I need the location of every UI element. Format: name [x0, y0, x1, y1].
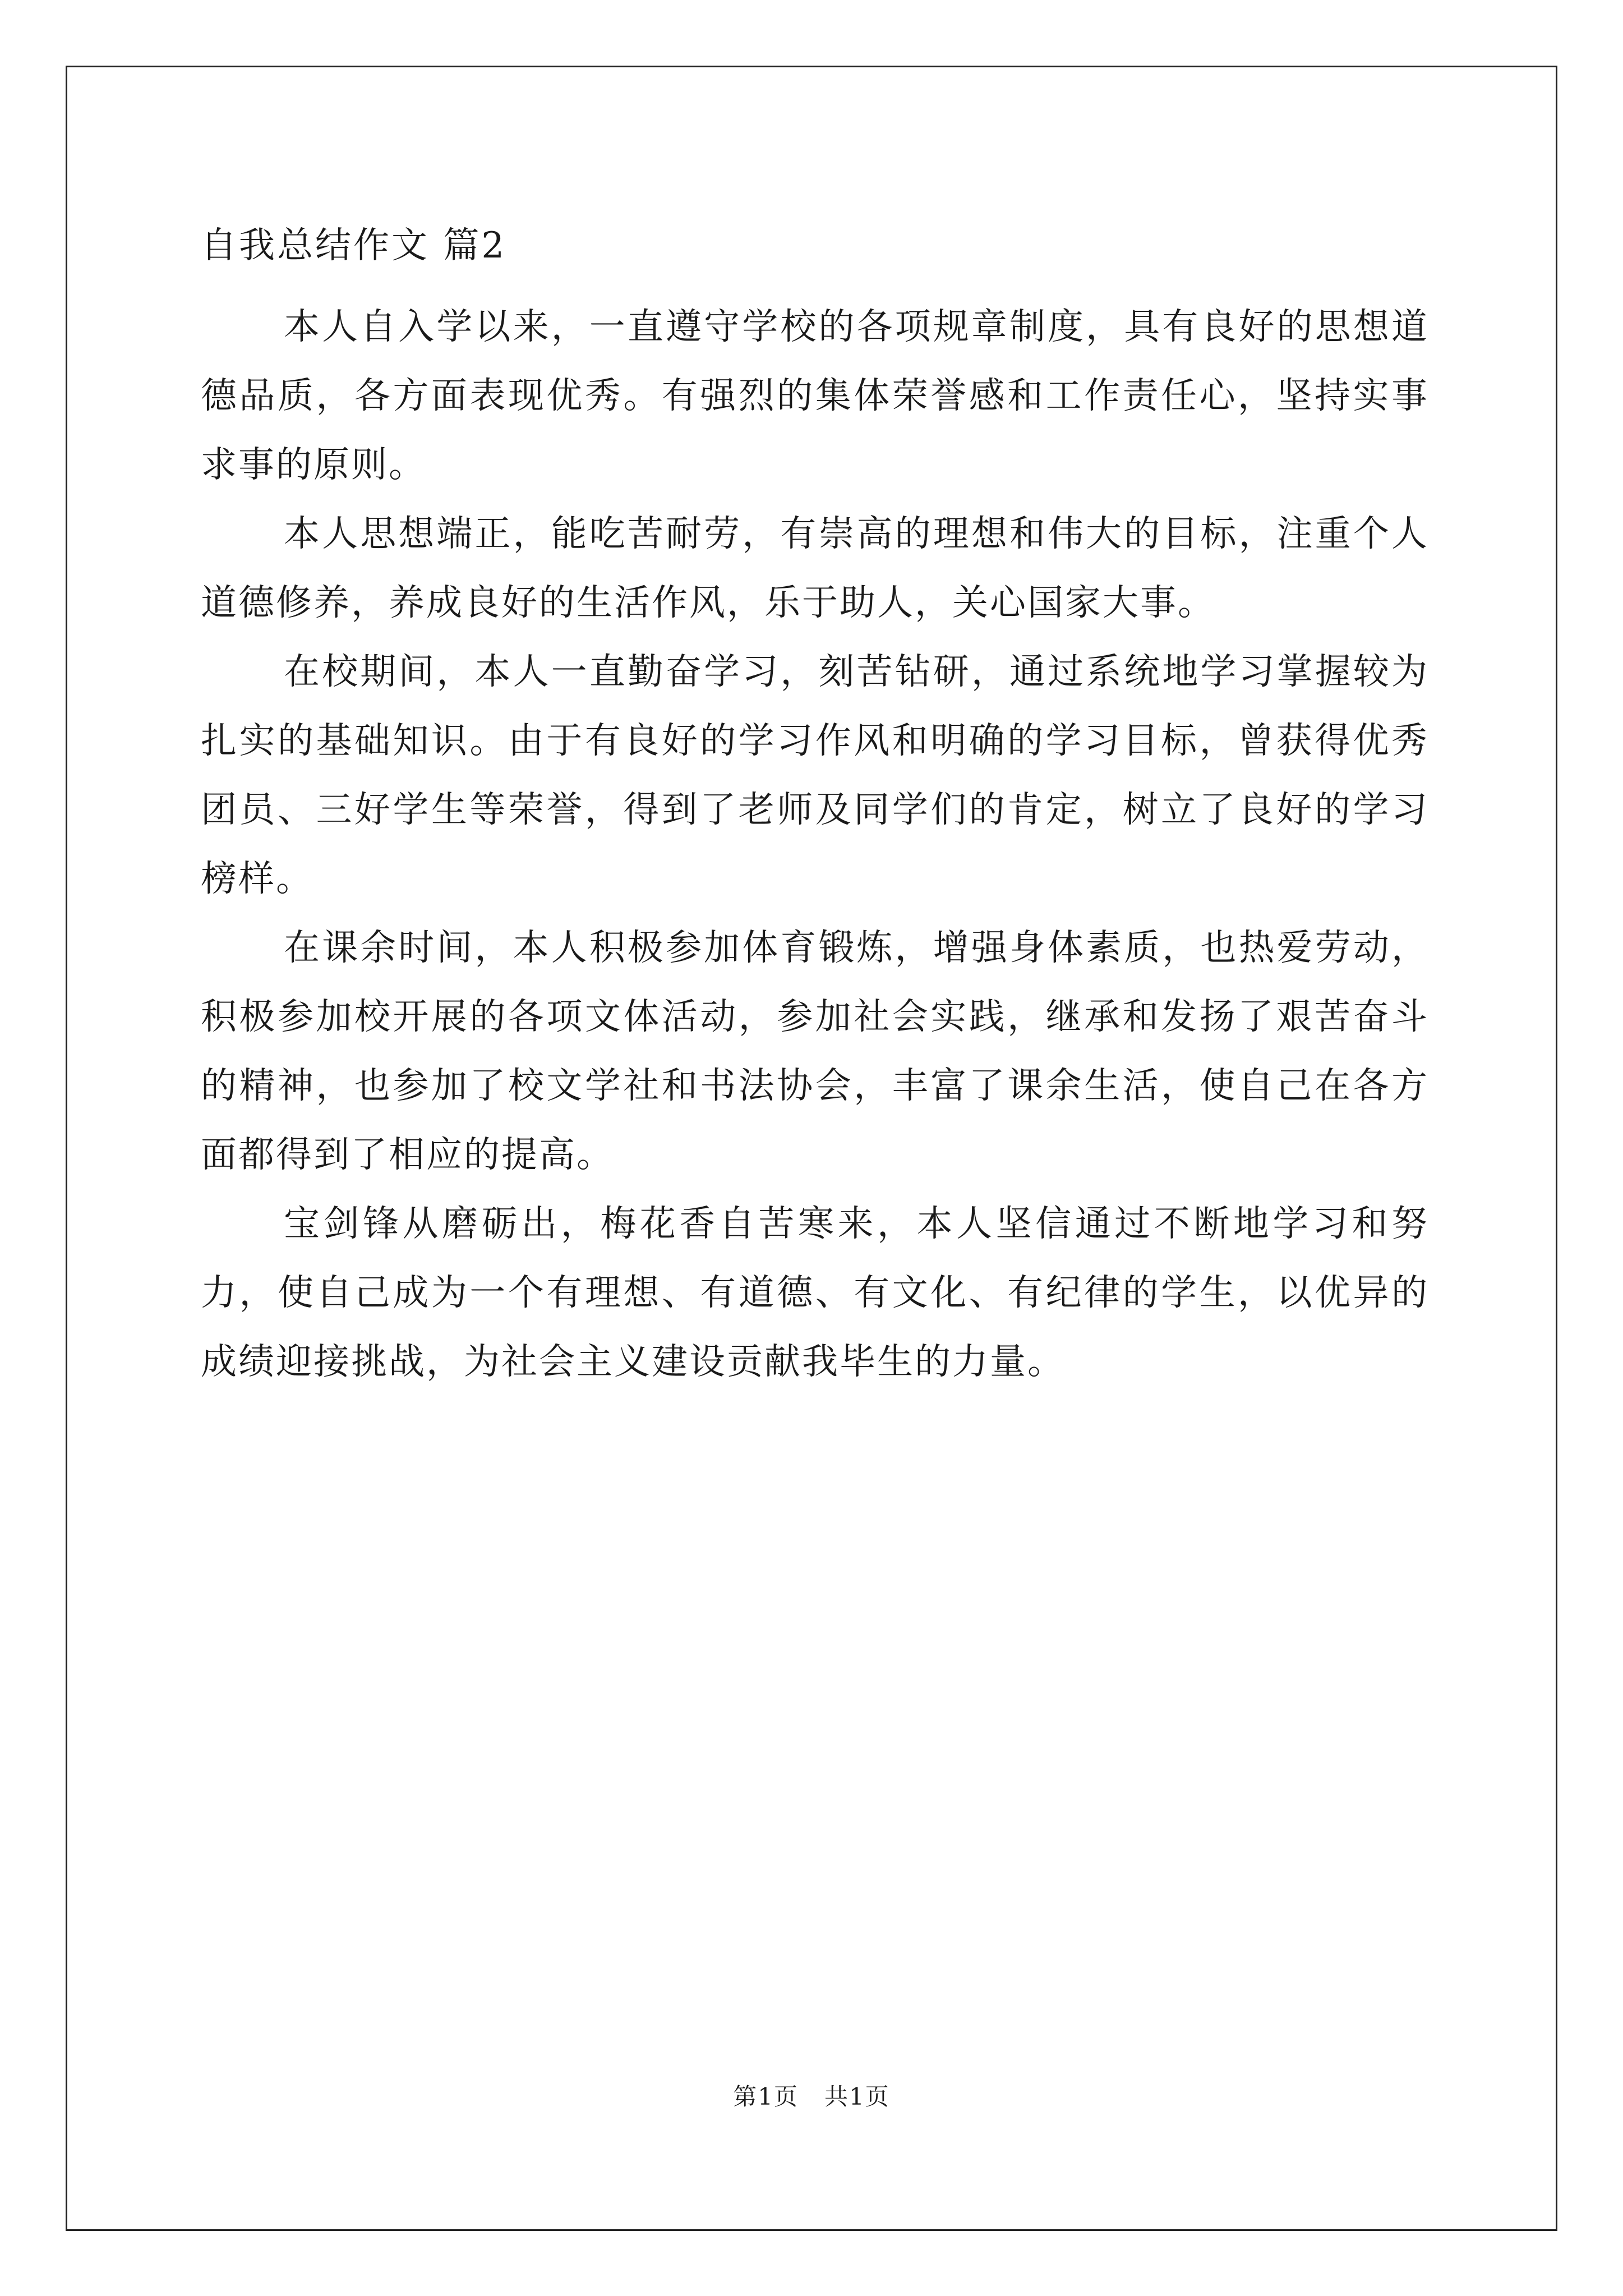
paragraph: 在校期间，本人一直勤奋学习，刻苦钻研，通过系统地学习掌握较为扎实的基础知识。由于有良好的学习作风和明确的学习目标，曾获得优秀团员、三好学生等荣誉，得到了老师及同学们的肯定，树立了良好的学习榜样。	[201, 651, 1429, 900]
paragraph: 宝剑锋从磨砺出，梅花香自苦寒来，本人坚信通过不断地学习和努力，使自己成为一个有理想、有道德、有文化、有纪律的学生，以优异的成绩迎接挑战，为社会主义建设贡献我毕生的力量。	[201, 1203, 1429, 1383]
document-body	[201, 293, 1429, 1397]
paragraph: 在课余时间，本人积极参加体育锻炼，增强身体素质，也热爱劳动，积极参加校开展的各项文体活动，参加社会实践，继承和发扬了艰苦奋斗的精神，也参加了校文学社和书法协会，丰富了课余生活，使自己在各方面都得到了相应的提高。	[201, 927, 1429, 1176]
document-title: 自我总结作文 篇2	[201, 225, 507, 266]
page-number-footer: 第1页 共1页	[733, 2083, 890, 2110]
paragraph: 本人自入学以来，一直遵守学校的各项规章制度，具有良好的思想道 德品质，各方面表现优秀。有强烈的集体荣誉感和工作责任心，坚持实事求事的原则。	[201, 306, 1429, 486]
paragraph: 本人思想端正，能吃苦耐劳，有崇高的理想和伟大的目标，注重个人道德修养，养成良好的生活作风，乐于助人，关心国家大事。	[201, 513, 1429, 624]
